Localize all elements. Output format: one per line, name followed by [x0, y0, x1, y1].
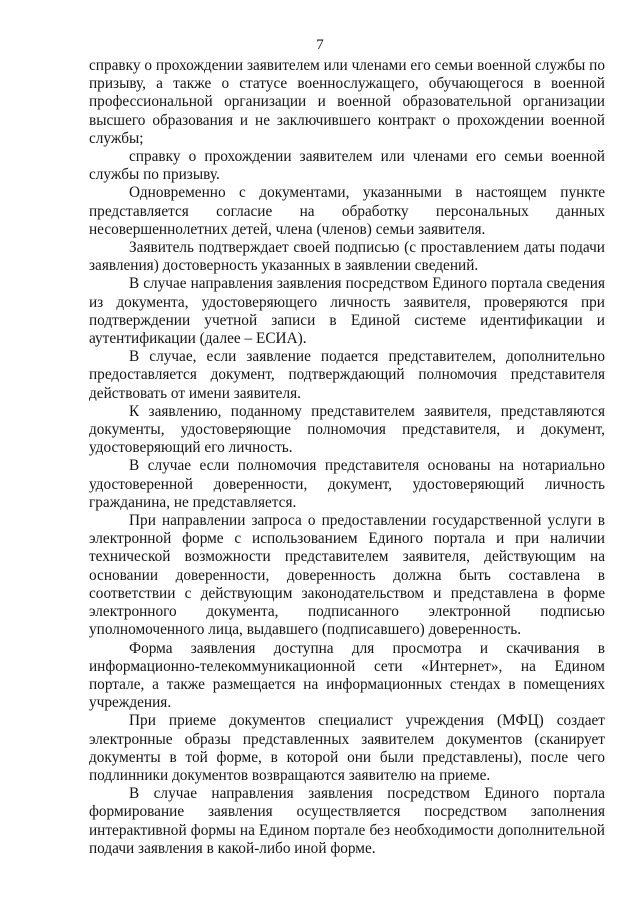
paragraph: В случае направления заявления посредством Единого портала формирование заявления осуществляется посредством заполнения интерактивной формы на Едином портале без необходимости дополнительной подачи заявления в какой-либо иной форме.	[89, 785, 605, 857]
paragraph: При приеме документов специалист учреждения (МФЦ) создает электронные образы представленных заявителем документов (сканирует документы в той форме, в которой они были представлены), после чего подлинники документов возвращаются заявителю на приеме.	[89, 712, 605, 784]
paragraph: В случае, если заявление подается представителем, дополнительно предоставляется документ, подтверждающий полномочия представителя действовать от имени заявителя.	[89, 348, 605, 402]
paragraph: При направлении запроса о предоставлении государственной услуги в электронной форме с использованием Единого портала и при наличии технической возможности представителем заявителя, действующим на основании доверенности, доверенность должна быть составлена в соответствии с действующим законодательством и представлена в форме электронного документа, подписанного электронной подписью уполномоченного лица, выдавшего (подписавшего) доверенность.	[89, 512, 605, 639]
document-body	[89, 57, 605, 858]
paragraph: К заявлению, поданному представителем заявителя, представляются документы, удостоверяющие полномочия представителя, и документ, удостоверяющий его личность.	[89, 402, 605, 457]
paragraph: Форма заявления доступна для просмотра и скачивания в информационно-телекоммуникационной сети «Интернет», на Едином портале, а также размещается на информационных стендах в помещениях учреждения.	[89, 639, 605, 712]
paragraph: Заявитель подтверждает своей подписью (с проставлением даты подачи заявления) достоверность указанных в заявлении сведений.	[89, 239, 605, 275]
paragraph: В случае направления заявления посредством Единого портала сведения из документа, удостоверяющего личность заявителя, проверяются при подтверждении учетной записи в Единой системе идентификации и аутентификации (далее – ЕСИА).	[89, 275, 605, 348]
paragraph: справку о прохождении заявителем или членами его семьи военной службы по призыву.	[89, 148, 605, 184]
paragraph: В случае если полномочия представителя основаны на нотариально удостоверенной доверенности, документ, удостоверяющий личность гражданина, не представляется.	[89, 457, 605, 511]
page-number: 7	[316, 37, 324, 53]
paragraph: Одновременно с документами, указанными в настоящем пункте представляется согласие на обработку персональных данных несовершеннолетних детей, члена (членов) семьи заявителя.	[89, 184, 605, 238]
paragraph: справку о прохождении заявителем или членами его семьи военной службы по призыву, а также о статусе военнослужащего, обучающегося в военной профессиональной организации и военной образовательной организации высшего образования и не заключившего контракт о прохождении военной службы;	[89, 57, 605, 147]
